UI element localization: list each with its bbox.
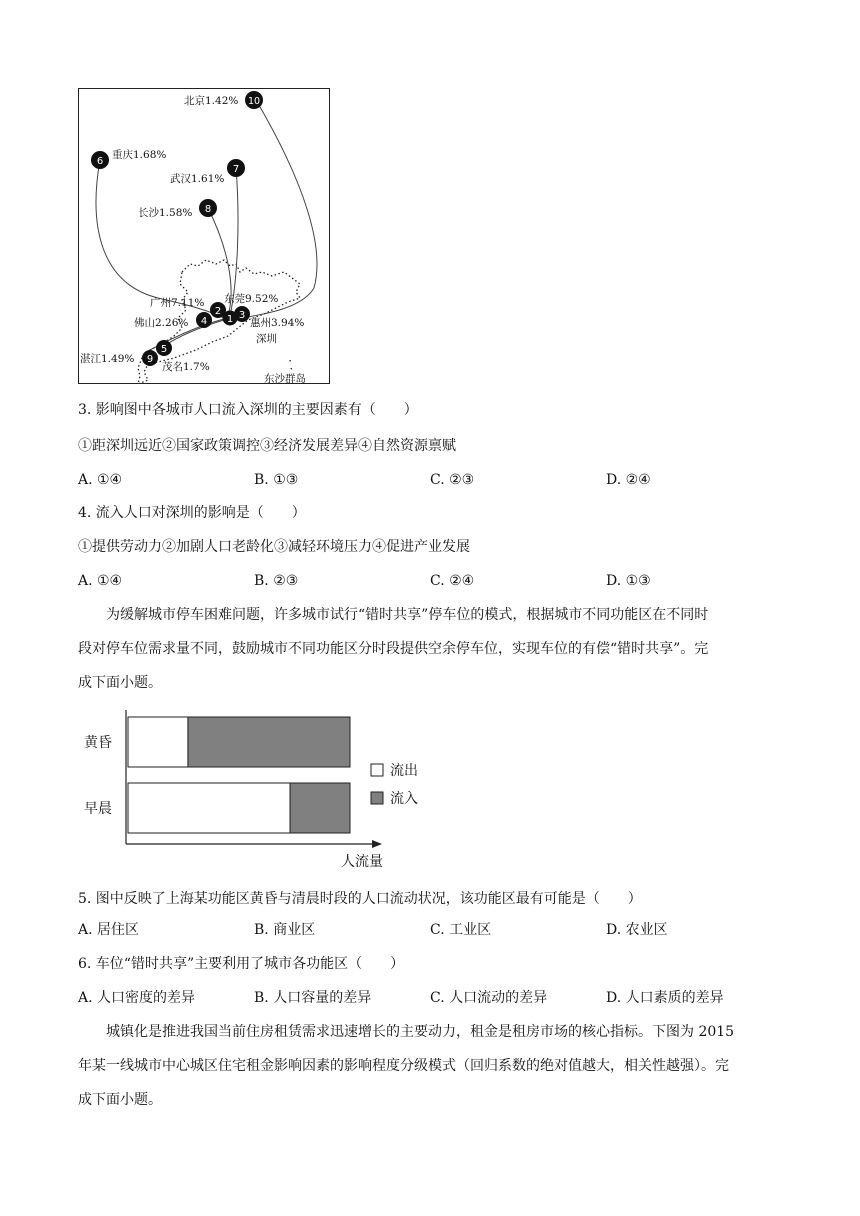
bar-inflow-1 xyxy=(290,783,350,833)
city-label-chongqing: 重庆1.68% xyxy=(112,149,167,161)
city-label-zhanjiang: 湛江1.49% xyxy=(80,353,135,365)
city-marker-4 xyxy=(196,312,212,328)
city-label-foshan: 佛山2.26% xyxy=(134,317,189,329)
city-label-huizhou: 惠州3.94% xyxy=(250,317,305,329)
chart-bars xyxy=(128,717,350,833)
q5-option-a[interactable]: A. 居住区 xyxy=(78,922,140,938)
city-label-maoming: 茂名1.7% xyxy=(162,361,210,373)
passage-rent xyxy=(78,1015,784,1117)
city-marker-5 xyxy=(156,340,172,356)
people-flow-chart xyxy=(80,704,440,876)
bar-inflow-0 xyxy=(188,717,350,767)
city-number: 2 xyxy=(214,306,222,317)
q4-option-a[interactable]: A. ①④ xyxy=(78,573,123,589)
city-number: 4 xyxy=(200,316,208,327)
city-number: 6 xyxy=(96,156,104,167)
city-label-changsha: 长沙1.58% xyxy=(138,207,193,219)
city-label-beijing: 北京1.42% xyxy=(184,95,239,107)
population-flow-map xyxy=(78,88,330,384)
city-label-wuhan: 武汉1.61% xyxy=(170,173,225,185)
city-marker-3 xyxy=(234,306,250,322)
legend-label: 流出 xyxy=(390,763,418,779)
q4-stem: 4. 流入人口对深圳的影响是（ ） xyxy=(78,505,306,521)
q3-statements: ①距深圳远近②国家政策调控③经济发展差异④自然资源禀赋 xyxy=(78,438,456,454)
city-marker-8 xyxy=(199,199,217,217)
passage-line: 成下面小题。 xyxy=(78,675,162,691)
q6-option-d[interactable]: D. 人口素质的差异 xyxy=(606,990,724,1006)
q3-option-d[interactable]: D. ②④ xyxy=(606,472,651,488)
city-marker-7 xyxy=(227,159,245,177)
city-number: 8 xyxy=(204,204,212,215)
category-label: 黄昏 xyxy=(84,735,112,751)
city-marker-6 xyxy=(91,151,109,169)
city-number: 10 xyxy=(247,96,261,107)
q6-stem: 6. 车位“错时共享”主要利用了城市各功能区（ ） xyxy=(78,956,405,972)
bar-outflow-0 xyxy=(128,717,188,767)
q6-option-c[interactable]: C. 人口流动的差异 xyxy=(430,990,548,1006)
city-label-shenzhen: 深圳 xyxy=(256,333,277,345)
city-label-guangzhou: 广州7.11% xyxy=(150,297,205,309)
city-number: 7 xyxy=(232,164,240,175)
passage-line: 城镇化是推进我国当前住房租赁需求迅速增长的主要动力，租金是租房市场的核心指标。下图为 2015 xyxy=(106,1024,735,1040)
legend-swatch xyxy=(371,792,383,804)
passage-parking xyxy=(78,598,784,700)
city-marker-9 xyxy=(142,350,158,366)
city-number: 9 xyxy=(146,354,154,365)
q5-option-d[interactable]: D. 农业区 xyxy=(606,922,668,938)
city-marker-10 xyxy=(245,91,263,109)
q5-option-b[interactable]: B. 商业区 xyxy=(254,922,316,938)
q6-option-b[interactable]: B. 人口容量的差异 xyxy=(254,990,372,1006)
q3-option-c[interactable]: C. ②③ xyxy=(430,472,475,488)
x-axis-label: 人流量 xyxy=(341,854,383,870)
q3-stem: 3. 影响图中各城市人口流入深圳的主要因素有（ ） xyxy=(78,402,418,418)
passage-line: 成下面小题。 xyxy=(78,1092,162,1108)
island-label: 东沙群岛 xyxy=(264,373,306,384)
passage-line: 段对停车位需求量不同，鼓励城市不同功能区分时段提供空余停车位，实现车位的有偿“错时共享”。完 xyxy=(78,641,709,657)
chart-legend xyxy=(371,762,418,807)
x-axis-arrow xyxy=(372,840,382,848)
q6-option-a[interactable]: A. 人口密度的差异 xyxy=(78,990,196,1006)
bar-outflow-1 xyxy=(128,783,290,833)
q4-option-c[interactable]: C. ②④ xyxy=(430,573,475,589)
legend-swatch xyxy=(371,764,383,776)
city-number: 1 xyxy=(226,314,234,325)
q3-option-a[interactable]: A. ①④ xyxy=(78,472,123,488)
passage-line: 年某一线城市中心城区住宅租金影响因素的影响程度分级模式（回归系数的绝对值越大，相关性越强）。完 xyxy=(78,1058,729,1074)
category-label: 早晨 xyxy=(84,801,112,817)
q4-option-b[interactable]: B. ②③ xyxy=(254,573,299,589)
city-label-dongguan: 东莞9.52% xyxy=(224,293,279,305)
legend-label: 流入 xyxy=(390,791,418,807)
q3-option-b[interactable]: B. ①③ xyxy=(254,472,299,488)
passage-line: 为缓解城市停车困难问题，许多城市试行“错时共享”停车位的模式，根据城市不同功能区在不同时 xyxy=(106,607,709,623)
q4-statements: ①提供劳动力②加剧人口老龄化③减轻环境压力④促进产业发展 xyxy=(78,539,470,555)
q5-stem: 5. 图中反映了上海某功能区黄昏与清晨时段的人口流动状况，该功能区最有可能是（ ） xyxy=(78,891,642,907)
city-number: 5 xyxy=(160,344,168,355)
q5-option-c[interactable]: C. 工业区 xyxy=(430,922,492,938)
city-number: 3 xyxy=(238,310,246,321)
q4-option-d[interactable]: D. ①③ xyxy=(606,573,651,589)
